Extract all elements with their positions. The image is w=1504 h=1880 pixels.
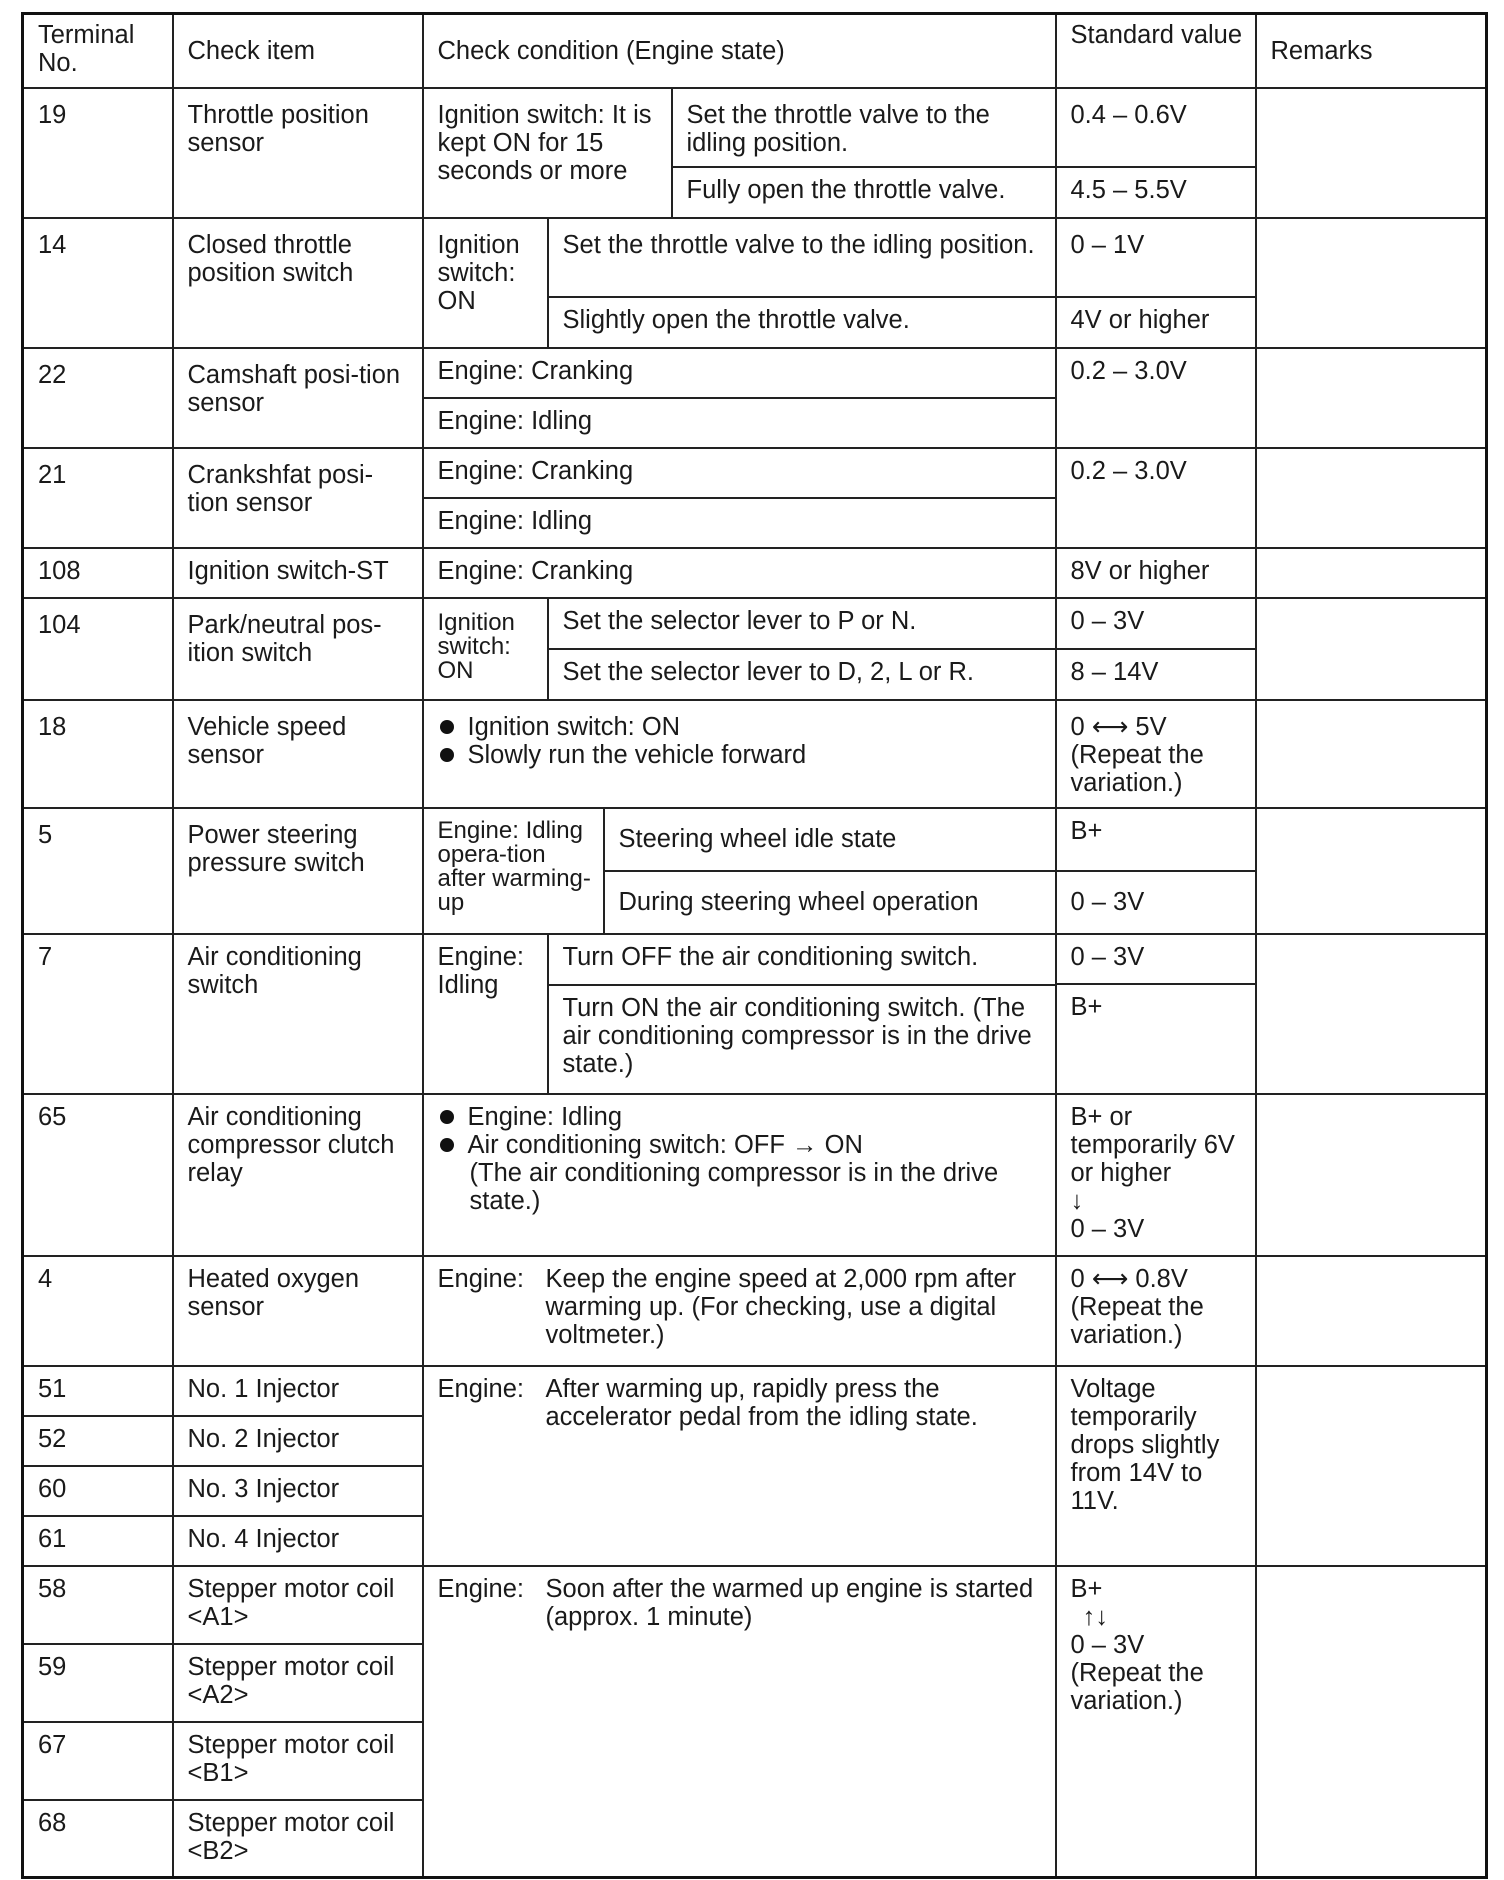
check-item: Throttle position sensor bbox=[173, 88, 423, 218]
check-item: No. 3 Injector bbox=[173, 1466, 423, 1516]
condition-sub: Turn ON the air conditioning switch. (The air conditioning compressor is in the drive state.) bbox=[562, 993, 1032, 1078]
condition-bullet: Engine: Idling bbox=[438, 1103, 1045, 1131]
terminal-no: 60 bbox=[23, 1466, 173, 1516]
check-condition bbox=[423, 88, 1056, 218]
standard-value: 8 – 14V bbox=[1056, 649, 1256, 700]
check-item: Air conditioning compressor clutch relay bbox=[173, 1094, 423, 1256]
terminal-no: 67 bbox=[23, 1722, 173, 1800]
condition-main: Ignition switch: ON bbox=[424, 219, 548, 347]
condition-bullet: Ignition switch: ON bbox=[438, 713, 1045, 741]
check-condition: Engine: Cranking bbox=[423, 348, 1056, 398]
condition-main: Ignition switch: ON bbox=[424, 599, 548, 699]
standard-value bbox=[1056, 1566, 1256, 1878]
check-item: No. 4 Injector bbox=[173, 1516, 423, 1566]
check-condition bbox=[423, 218, 1056, 348]
condition-bullet: Air conditioning switch: OFF → ON bbox=[438, 1131, 1045, 1159]
terminal-no: 18 bbox=[23, 700, 173, 808]
terminal-no: 21 bbox=[23, 448, 173, 548]
terminal-no: 19 bbox=[23, 88, 173, 218]
standard-value: Voltage temporarily drops slightly from 14V to 11V. bbox=[1056, 1366, 1256, 1566]
terminal-no: 22 bbox=[23, 348, 173, 448]
standard-value: 0.2 – 3.0V bbox=[1056, 448, 1256, 548]
check-condition bbox=[423, 808, 1056, 934]
table-row bbox=[23, 218, 1487, 297]
remarks-cell bbox=[1256, 88, 1487, 218]
check-item: Vehicle speed sensor bbox=[173, 700, 423, 808]
table-row bbox=[23, 1256, 1487, 1366]
terminal-no: 65 bbox=[23, 1094, 173, 1256]
terminal-no: 59 bbox=[23, 1644, 173, 1722]
standard-value: 0 – 3V bbox=[1056, 871, 1256, 934]
up-down-arrow-icon: ↑↓ bbox=[1082, 1602, 1108, 1631]
remarks-cell bbox=[1256, 548, 1487, 598]
standard-value: 0 – 3V bbox=[1056, 598, 1256, 649]
condition-sub: Turn OFF the air conditioning switch. bbox=[548, 935, 1055, 985]
check-item: Heated oxygen sensor bbox=[173, 1256, 423, 1366]
terminal-no: 108 bbox=[23, 548, 173, 598]
standard-value: 0 – 3V bbox=[1056, 934, 1256, 985]
terminal-no: 61 bbox=[23, 1516, 173, 1566]
condition-sub: Slightly open the throttle valve. bbox=[562, 305, 910, 334]
standard-value-line: B+ bbox=[1070, 1574, 1103, 1603]
condition-sub: Steering wheel idle state bbox=[604, 809, 1055, 871]
standard-value-line: 0 – 3V bbox=[1070, 1630, 1145, 1659]
check-condition bbox=[423, 598, 1056, 700]
table-row bbox=[23, 700, 1487, 808]
condition-sub: During steering wheel operation bbox=[618, 887, 979, 916]
header-row bbox=[23, 14, 1487, 88]
condition-label: Engine: bbox=[437, 1374, 524, 1403]
header-standard-value: Standard value bbox=[1056, 14, 1256, 88]
remarks-cell bbox=[1256, 1256, 1487, 1366]
remarks-cell bbox=[1256, 448, 1487, 548]
table-row bbox=[23, 1566, 1487, 1644]
check-condition bbox=[423, 1256, 1056, 1366]
check-condition bbox=[423, 700, 1056, 808]
remarks-cell bbox=[1256, 598, 1487, 700]
condition-sub: Set the throttle valve to the idling position. bbox=[672, 89, 1055, 167]
table-row bbox=[23, 88, 1487, 167]
terminal-no: 58 bbox=[23, 1566, 173, 1644]
condition-sub: Set the selector lever to P or N. bbox=[548, 599, 1055, 649]
table-row bbox=[23, 808, 1487, 871]
remarks-cell bbox=[1256, 934, 1487, 1094]
condition-sub: Fully open the throttle valve. bbox=[686, 175, 1006, 204]
header-check-condition: Check condition (Engine state) bbox=[423, 14, 1056, 88]
table-row bbox=[23, 448, 1487, 498]
terminal-no: 14 bbox=[23, 218, 173, 348]
standard-value-line: (Repeat the variation.) bbox=[1070, 1658, 1204, 1715]
terminal-no: 104 bbox=[23, 598, 173, 700]
check-condition bbox=[423, 1566, 1056, 1878]
terminal-check-document bbox=[21, 12, 1485, 1879]
check-condition: Engine: Cranking bbox=[423, 548, 1056, 598]
table-row bbox=[23, 348, 1487, 398]
standard-value-line: 0 – 3V bbox=[1070, 1214, 1145, 1243]
down-arrow-icon: ↓ bbox=[1070, 1186, 1084, 1215]
remarks-cell bbox=[1256, 218, 1487, 348]
standard-value: 4V or higher bbox=[1056, 297, 1256, 348]
remarks-cell bbox=[1256, 1366, 1487, 1566]
check-item: Ignition switch-ST bbox=[173, 548, 423, 598]
bullet-icon bbox=[440, 1138, 454, 1152]
standard-value: 0 ⟷ 5V (Repeat the variation.) bbox=[1056, 700, 1256, 808]
standard-value bbox=[1056, 1094, 1256, 1256]
bullet-icon bbox=[440, 720, 454, 734]
check-condition: Engine: Idling bbox=[423, 398, 1056, 448]
remarks-cell bbox=[1256, 808, 1487, 934]
condition-text: Keep the engine speed at 2,000 rpm after warming up. (For checking, use a digital voltmeter.) bbox=[545, 1264, 1017, 1349]
condition-main: Ignition switch: It is kept ON for 15 seconds or more bbox=[424, 89, 672, 217]
check-item: Park/neutral pos-ition switch bbox=[173, 598, 423, 700]
condition-main: Engine: Idling bbox=[424, 935, 548, 1093]
check-condition: Engine: Idling bbox=[423, 498, 1056, 548]
standard-value: B+ bbox=[1056, 808, 1256, 871]
remarks-cell bbox=[1256, 700, 1487, 808]
table-row bbox=[23, 598, 1487, 649]
header-terminal: Terminal No. bbox=[23, 14, 173, 88]
check-condition bbox=[423, 1094, 1056, 1256]
header-remarks: Remarks bbox=[1256, 14, 1487, 88]
remarks-cell bbox=[1256, 1566, 1487, 1878]
standard-value: 0.4 – 0.6V bbox=[1056, 88, 1256, 167]
check-item: No. 2 Injector bbox=[173, 1416, 423, 1466]
table-row bbox=[23, 1094, 1487, 1256]
check-condition: Engine: Cranking bbox=[423, 448, 1056, 498]
check-item: Stepper motor coil <A2> bbox=[173, 1644, 423, 1722]
condition-bullet: Slowly run the vehicle forward bbox=[438, 741, 1045, 769]
table-row bbox=[23, 548, 1487, 598]
condition-text: Soon after the warmed up engine is started (approx. 1 minute) bbox=[545, 1574, 1034, 1631]
table-row bbox=[23, 1366, 1487, 1416]
condition-main: Engine: Idling opera-tion after warming-up bbox=[424, 809, 604, 933]
remarks-cell bbox=[1256, 348, 1487, 448]
terminal-no: 7 bbox=[23, 934, 173, 1094]
condition-label: Engine: bbox=[437, 1574, 524, 1603]
table-row bbox=[23, 934, 1487, 985]
standard-value: 0 – 1V bbox=[1056, 218, 1256, 297]
standard-value-line: B+ or temporarily 6V or higher bbox=[1070, 1102, 1235, 1187]
check-item: Stepper motor coil <B1> bbox=[173, 1722, 423, 1800]
condition-sub: Set the selector lever to D, 2, L or R. bbox=[562, 657, 974, 686]
check-item: Stepper motor coil <B2> bbox=[173, 1800, 423, 1878]
check-item: Closed throttle position switch bbox=[173, 218, 423, 348]
check-condition bbox=[423, 934, 1056, 1094]
header-check-item: Check item bbox=[173, 14, 423, 88]
standard-value: 0.2 – 3.0V bbox=[1056, 348, 1256, 448]
check-item: No. 1 Injector bbox=[173, 1366, 423, 1416]
check-condition bbox=[423, 1366, 1056, 1566]
terminal-no: 4 bbox=[23, 1256, 173, 1366]
check-item: Camshaft posi-tion sensor bbox=[173, 348, 423, 448]
bullet-icon bbox=[440, 748, 454, 762]
standard-value: 0 ⟷ 0.8V (Repeat the variation.) bbox=[1056, 1256, 1256, 1366]
check-item: Power steering pressure switch bbox=[173, 808, 423, 934]
standard-value: 8V or higher bbox=[1056, 548, 1256, 598]
terminal-no: 52 bbox=[23, 1416, 173, 1466]
condition-label: Engine: bbox=[437, 1264, 524, 1293]
terminal-no: 5 bbox=[23, 808, 173, 934]
standard-value: 4.5 – 5.5V bbox=[1056, 167, 1256, 218]
check-item: Stepper motor coil <A1> bbox=[173, 1566, 423, 1644]
terminal-no: 51 bbox=[23, 1366, 173, 1416]
condition-text: After warming up, rapidly press the accelerator pedal from the idling state. bbox=[545, 1374, 978, 1431]
condition-sub: Set the throttle valve to the idling position. bbox=[548, 219, 1055, 297]
check-item: Air conditioning switch bbox=[173, 934, 423, 1094]
standard-value: B+ bbox=[1056, 984, 1256, 1093]
terminal-no: 68 bbox=[23, 1800, 173, 1878]
check-item: Crankshfat posi-tion sensor bbox=[173, 448, 423, 548]
bullet-icon bbox=[440, 1110, 454, 1124]
remarks-cell bbox=[1256, 1094, 1487, 1256]
terminal-check-table bbox=[21, 12, 1488, 1879]
condition-note: (The air conditioning compressor is in the drive state.) bbox=[469, 1158, 999, 1215]
